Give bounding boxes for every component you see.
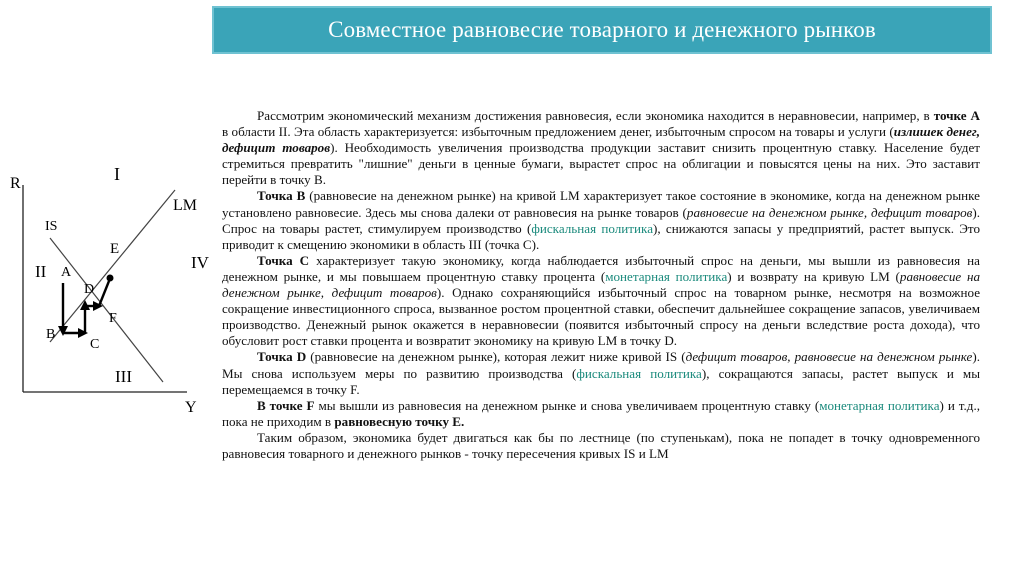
is-curve-label: IS xyxy=(45,219,58,234)
paragraph-point-c xyxy=(222,253,980,350)
p5-text-1: мы вышли из равновесия на денежном рынке и снова увеличиваем процентную ставку ( xyxy=(314,397,820,413)
p4-text-2: ). Мы снова используем меры по развитию производства ( xyxy=(222,349,980,381)
paragraph-point-d xyxy=(222,349,980,397)
p2-text-2: ). Спрос на товары растет, стимулируем производство ( xyxy=(222,204,980,236)
point-a-label: A xyxy=(61,265,72,280)
p1-italic: излишек денег, дефицит товаров xyxy=(222,124,980,156)
p3-monetary-policy: монетарная политика xyxy=(605,268,728,284)
paragraph-point-f xyxy=(222,398,980,430)
path-f-e xyxy=(99,281,109,306)
body-text xyxy=(222,108,980,462)
p3-italic: равновесие на денежном рынке, дефицит товаров xyxy=(222,268,980,301)
region-2-label: II xyxy=(35,262,47,281)
is-lm-graph xyxy=(5,150,230,425)
paragraph-point-b xyxy=(222,188,980,252)
p5-monetary-policy: монетарная политика xyxy=(819,397,940,413)
p3-bold-point-c: Точка С xyxy=(257,252,310,268)
point-e-dot xyxy=(107,275,114,282)
p4-text-1: (равновесие на денежном рынке), которая лежит ниже кривой IS ( xyxy=(306,349,686,365)
p3-text-2: ) и возврату на кривую LM ( xyxy=(727,268,900,284)
p6-text-1: Таким образом, экономика будет двигаться как бы по лестнице (по ступенькам), пока не попадет в точку одновременного равновесия товарного и денежного рынков - точку пересечения кривых IS и LM xyxy=(222,429,980,461)
is-curve xyxy=(50,238,163,382)
axis-x-label: Y xyxy=(185,399,197,416)
point-b-label: B xyxy=(46,327,56,342)
p3-text-1: характеризует такую экономику, когда наблюдается избыточный спрос на деньги, мы вышли из равновесия на денежном рынке, и мы повышаем процентную ставку процента ( xyxy=(222,252,980,284)
axis-y-label: R xyxy=(10,175,21,192)
point-e-label: E xyxy=(110,241,120,257)
p4-bold-point-d: Точка D xyxy=(257,349,307,365)
region-1-label: I xyxy=(114,164,120,184)
arrow-c xyxy=(78,328,88,338)
p1-text-2: в области II. Эта область характеризуется: избыточным предложением денег, избыточным спросом на товары и услуги ( xyxy=(222,124,894,140)
p2-text-3: ), снижаются запасы у предприятий, растет выпуск. Это приводит к смещению экономики в область III (точка С). xyxy=(222,220,980,252)
paragraph-point-a xyxy=(222,108,980,188)
p4-italic: дефицит товаров, равновесие на денежном рынке xyxy=(685,349,973,365)
p2-fiscal-policy: фискальная политика xyxy=(531,220,654,236)
p3-text-3: ). Однако сохраняющийся избыточный спрос на товарном рынке, несмотря на возможное сокращение инвестиционного спроса, вызванное ростом процентной ставки, обеспечит дальнейшее сокращение запасов, увеличиваем производство. Денежный рынок окажется в неравновесии (появится избыточный спросу на деньги вследствие роста дохода), что обусловит рост ставки процента и возвратит экономику на кривую LM в точку D. xyxy=(222,285,981,349)
p2-text-1: (равновесие на денежном рынке) на кривой LM характеризует такое состояние в экономике, когда на денежном рынке установлено равновесие. Здесь мы снова далеки от равновесия на рынке товаров ( xyxy=(222,188,980,220)
p4-fiscal-policy: фискальная политика xyxy=(576,365,702,381)
p5-text-2: ) и т.д., пока не приходим в xyxy=(222,397,981,429)
slide-title: Совместное равновесие товарного и денежного рынков xyxy=(328,17,876,42)
p4-text-3: ), сокращаются запасы, растет выпуск и мы перемещаемся в точку F. xyxy=(222,365,981,397)
is-lm-diagram xyxy=(5,150,230,425)
p2-italic: равновесие на денежном рынке, дефицит товаров xyxy=(686,204,973,220)
lm-curve-label: LM xyxy=(173,197,197,214)
point-c-label: C xyxy=(90,337,100,352)
title-bar xyxy=(212,6,992,54)
point-f-label: F xyxy=(109,311,117,326)
point-d-label: D xyxy=(84,282,95,297)
region-4-label: IV xyxy=(191,253,209,272)
paragraph-conclusion xyxy=(222,430,980,462)
p1-text-1: Рассмотрим экономический механизм достижения равновесия, если экономика находится в неравновесии, например, в xyxy=(257,108,934,123)
p2-bold-point-b: Точка В xyxy=(257,188,306,204)
p5-bold-point-e: равновесную точку Е. xyxy=(334,413,465,429)
region-3-label: III xyxy=(115,367,132,386)
p5-bold-point-f: В точке F xyxy=(257,397,315,413)
p1-text-3: ). Необходимость увеличения производства продукции заставит снизить процентную ставку. Население будет стремиться превратить "лишние" деньги в ценные бумаги, вырастет спрос на облигации и повысятся цены на них. Это заставит перейти в точку В. xyxy=(222,140,981,188)
p1-bold-point-a: точке А xyxy=(933,108,980,123)
